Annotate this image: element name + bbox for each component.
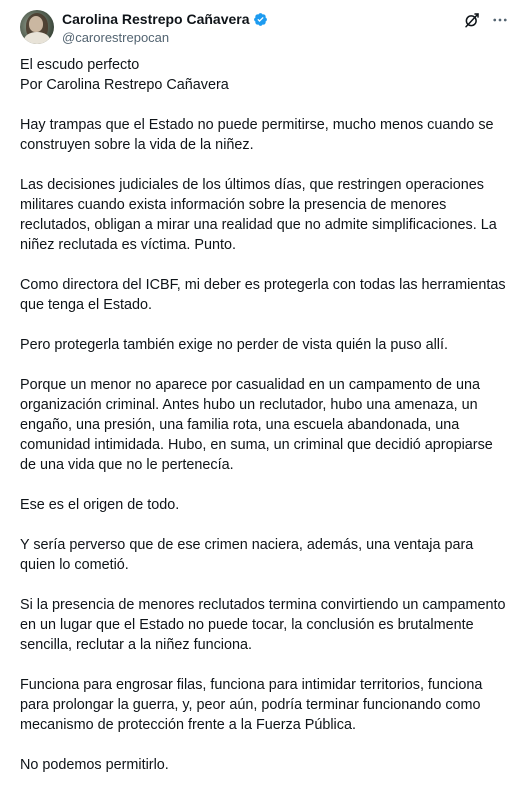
paragraph-text: Hay trampas que el Estado no puede permitirse, mucho menos cuando se construyen sobre la vida de la niñez. xyxy=(20,117,494,153)
paragraph xyxy=(20,115,510,155)
verified-badge-icon xyxy=(253,12,268,27)
paragraph xyxy=(20,595,510,655)
paragraph xyxy=(20,275,510,315)
paragraph xyxy=(20,755,510,775)
paragraph-text: Si la presencia de menores reclutados termina convirtiendo un campamento en un lugar que el Estado no puede tocar, la conclusión es brutalmente sencilla, reclutar a la niñez funciona. xyxy=(20,597,506,653)
author-handle[interactable]: @carorestrepocan xyxy=(62,30,170,45)
paragraph-text: Ese es el origen de todo. xyxy=(20,497,180,513)
paragraph xyxy=(20,495,510,515)
article-title: El escudo perfecto xyxy=(20,57,140,73)
paragraph xyxy=(20,335,510,355)
post-body xyxy=(20,55,510,795)
more-button[interactable] xyxy=(490,10,510,30)
post-header xyxy=(20,10,520,44)
author-display-name[interactable]: Carolina Restrepo Cañavera xyxy=(62,11,250,27)
avatar-body xyxy=(24,32,50,44)
more-icon xyxy=(491,11,509,29)
paragraph-text: Y sería perverso que de ese crimen naciera, además, una ventaja para quien lo cometió. xyxy=(20,537,474,573)
paragraph-text: No podemos permitirlo. xyxy=(20,757,169,773)
paragraph-text: Como directora del ICBF, mi deber es protegerla con todas las herramientas que tenga el Estado. xyxy=(20,277,506,313)
avatar-face xyxy=(29,16,43,32)
paragraph-text: Las decisiones judiciales de los últimos días, que restringen operaciones militares cuando exista información sobre la presencia de menores reclutados, obligan a mirar una realidad que no admite simplificaciones. La niñez reclutada es víctima. Punto. xyxy=(20,177,497,253)
article-byline: Por Carolina Restrepo Cañavera xyxy=(20,77,229,93)
post-heading xyxy=(20,55,510,95)
paragraph-text: Funciona para engrosar filas, funciona para intimidar territorios, funciona para prolongar la guerra, y, peor aún, podría terminar funcionando como mecanismo de protección frente a la Fuerza Pública. xyxy=(20,677,483,733)
author-name-row[interactable] xyxy=(62,10,268,28)
paragraph-text: Porque un menor no aparece por casualidad en un campamento de una organización criminal. Antes hubo un reclutador, hubo una amenaza, un engaño, una presión, una familia rota, una escuela abandonada, una comunidad intimidada. Hubo, en suma, un criminal que decidió apropiarse de una vida que no le pertenecía. xyxy=(20,377,493,473)
avatar[interactable] xyxy=(20,10,54,44)
author-names xyxy=(62,10,268,47)
paragraph-text: Pero protegerla también exige no perder de vista quién la puso allí. xyxy=(20,337,448,353)
post-actions xyxy=(462,10,510,30)
paragraph xyxy=(20,175,510,255)
paragraph xyxy=(20,535,510,575)
paragraph xyxy=(20,375,510,475)
paragraph xyxy=(20,675,510,735)
grok-icon xyxy=(463,11,481,29)
grok-button[interactable] xyxy=(462,10,482,30)
